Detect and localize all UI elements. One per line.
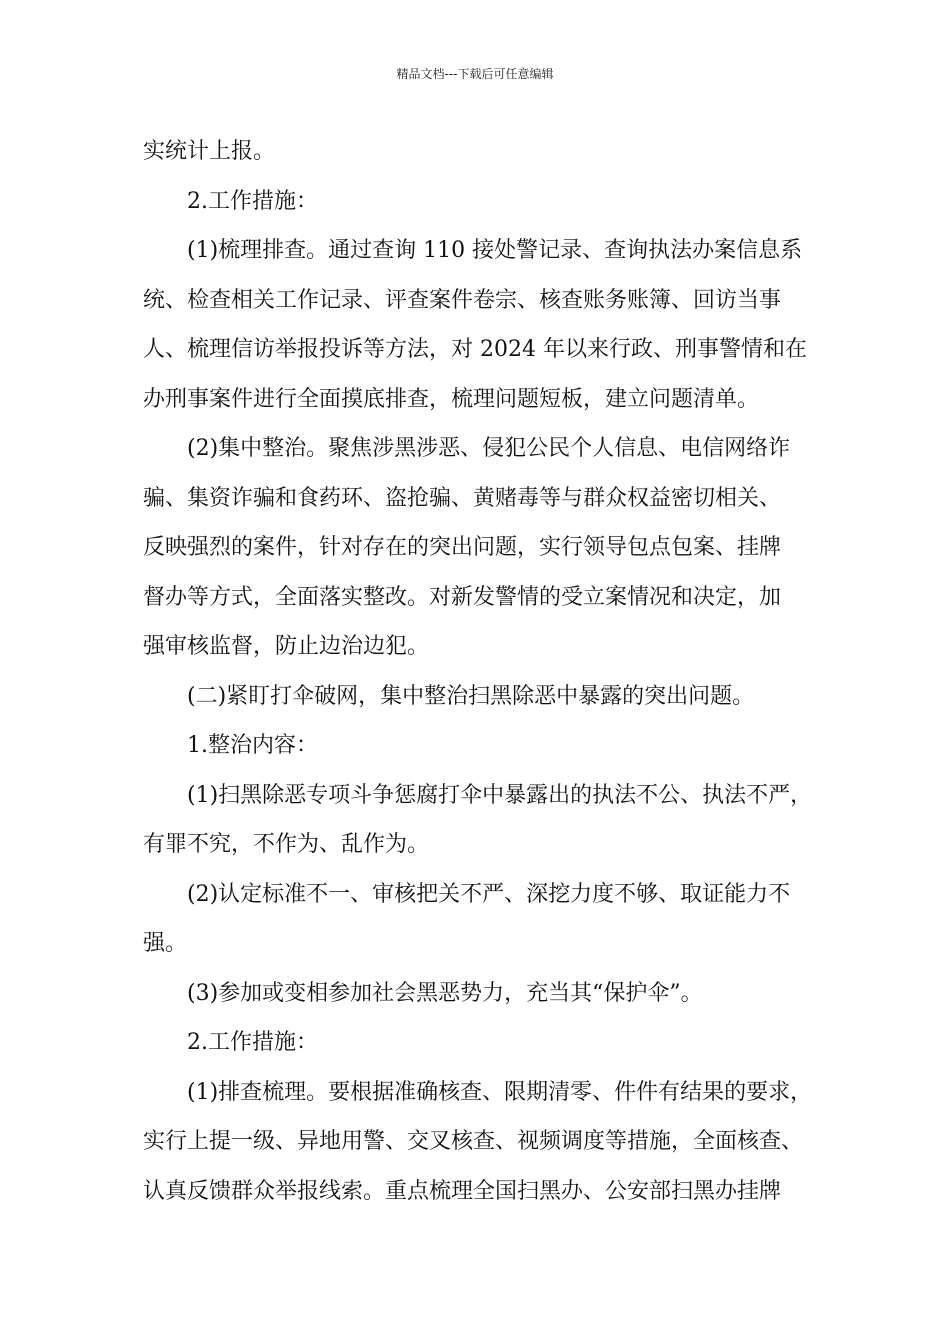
text-line: 2.工作措施： xyxy=(187,1030,318,1055)
text-line: (3)参加或变相参加社会黑恶势力，充当其“保护伞”。 xyxy=(187,980,703,1006)
text-line: 1.整治内容： xyxy=(187,733,318,758)
text-line: 认真反馈群众举报线索。重点梳理全国扫黑办、公安部扫黑办挂牌 xyxy=(143,1178,782,1204)
text-line: 统、检查相关工作记录、评查案件卷宗、核查账务账簿、回访当事 xyxy=(143,287,782,313)
text-line: 督办等方式，全面落实整改。对新发警情的受立案情况和决定，加 xyxy=(143,584,782,610)
text-line: 2.工作措施： xyxy=(187,188,318,214)
text-line: 骗、集资诈骗和食药环、盗抢骗、黄赌毒等与群众权益密切相关、 xyxy=(143,485,782,511)
text-line: (1)梳理排查。通过查询 110 接处警记录、查询执法办案信息系 xyxy=(187,238,803,263)
text-line: (1)排查梳理。要根据准确核查、限期清零、件件有结果的要求， xyxy=(187,1079,813,1105)
text-line: 有罪不究，不作为、乱作为。 xyxy=(143,832,430,857)
document-body xyxy=(143,127,827,1216)
text-line: 强。 xyxy=(143,931,188,956)
text-line: 实行上提一级、异地用警、交叉核查、视频调度等措施，全面核查、 xyxy=(143,1129,804,1154)
text-line: (1)扫黑除恶专项斗争惩腐打伞中暴露出的执法不公、执法不严， xyxy=(187,782,813,808)
text-line: (2)认定标准不一、审核把关不严、深挖力度不够、取证能力不 xyxy=(187,881,791,907)
text-line: 强审核监督，防止边治边犯。 xyxy=(143,634,430,659)
text-line: 反映强烈的案件，针对存在的突出问题，实行领导包点包案、挂牌 xyxy=(143,535,782,560)
page-header: 精品文档---下载后可任意编辑 xyxy=(396,67,554,81)
text-line: (2)集中整治。聚焦涉黑涉恶、侵犯公民个人信息、电信网络诈 xyxy=(187,436,791,461)
text-line: 办刑事案件进行全面摸底排查，梳理问题短板，建立问题清单。 xyxy=(143,386,760,412)
text-line: 实统计上报。 xyxy=(143,139,276,164)
text-line: 人、梳理信访举报投诉等方法，对 2024 年以来行政、刑事警情和在 xyxy=(143,337,807,362)
text-line: (二)紧盯打伞破网，集中整治扫黑除恶中暴露的突出问题。 xyxy=(187,683,755,709)
